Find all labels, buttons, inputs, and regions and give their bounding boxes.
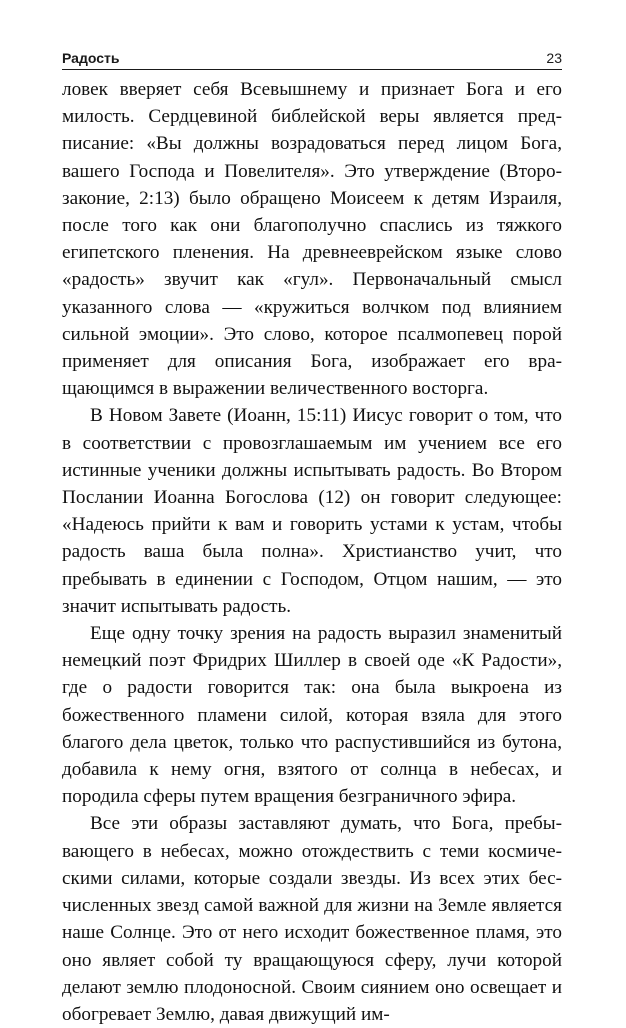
- body-text: [62, 76, 562, 1028]
- paragraph-continuation: ловек вверяет себя Всевышнему и признает Бога и его милость. Сердцевиной библейской веры является предписание: «Вы должны возрадоваться перед лицом Бога, вашего Господа и Повелителя». Это утверждение (Второзаконие, 2:13) было обращено Моисеем к детям Израиля, после того как они благополучно спаслись из тяжкого египетского пленения. На древнееврейском языке слово «радость» звучит как «гул». Первоначальный смысл указанного слова — «кружиться волчком под влиянием сильной эмоции». Это слово, которое псалмопевец порой применяет для описания Бога, изображает его вращающимся в выражении величественного восторга.: [62, 79, 562, 400]
- paragraph: Еще одну точку зрения на радость выразил знаменитый немецкий поэт Фридрих Шиллер в своей оде «К Радости», где о радости говорится так: она была выкроена из божественного пламени силой, которая взяла для этого благого дела цветок, только что распустившийся из бутона, добавила к нему огня, взятого от солнца в небесах, и породила сферы путем вращения безграничного эфира.: [62, 623, 562, 808]
- paragraph: В Новом Завете (Иоанн, 15:11) Иисус говорит о том, что в соответствии с провозглашаемым им учением все его истинные ученики должны испытывать радость. Во Втором Послании Иоанна Богослова (12) он говорит следующее: «Надеюсь прийти к вам и говорить устами к устам, чтобы радость ваша была полна». Христианство учит, что пребывать в единении с Господом, Отцом нашим, — это значит испытывать радость.: [62, 405, 562, 617]
- book-page: [62, 48, 562, 1028]
- page-number: 23: [546, 50, 562, 66]
- running-header: [62, 48, 562, 70]
- section-title: Радость: [62, 50, 120, 66]
- paragraph: Все эти образы заставляют думать, что Бога, пребывающего в небесах, можно отождествить с теми космическими силами, которые создали звезды. Из всех этих бесчисленных звезд самой важной для жизни на Земле является наше Солнце. Это от него исходит божественное пламя, это оно являет собой ту вращающуюся сферу, лучи которой делают землю плодоносной. Своим сиянием оно освещает и обогревает Землю, давая движущий им-: [62, 813, 562, 1025]
